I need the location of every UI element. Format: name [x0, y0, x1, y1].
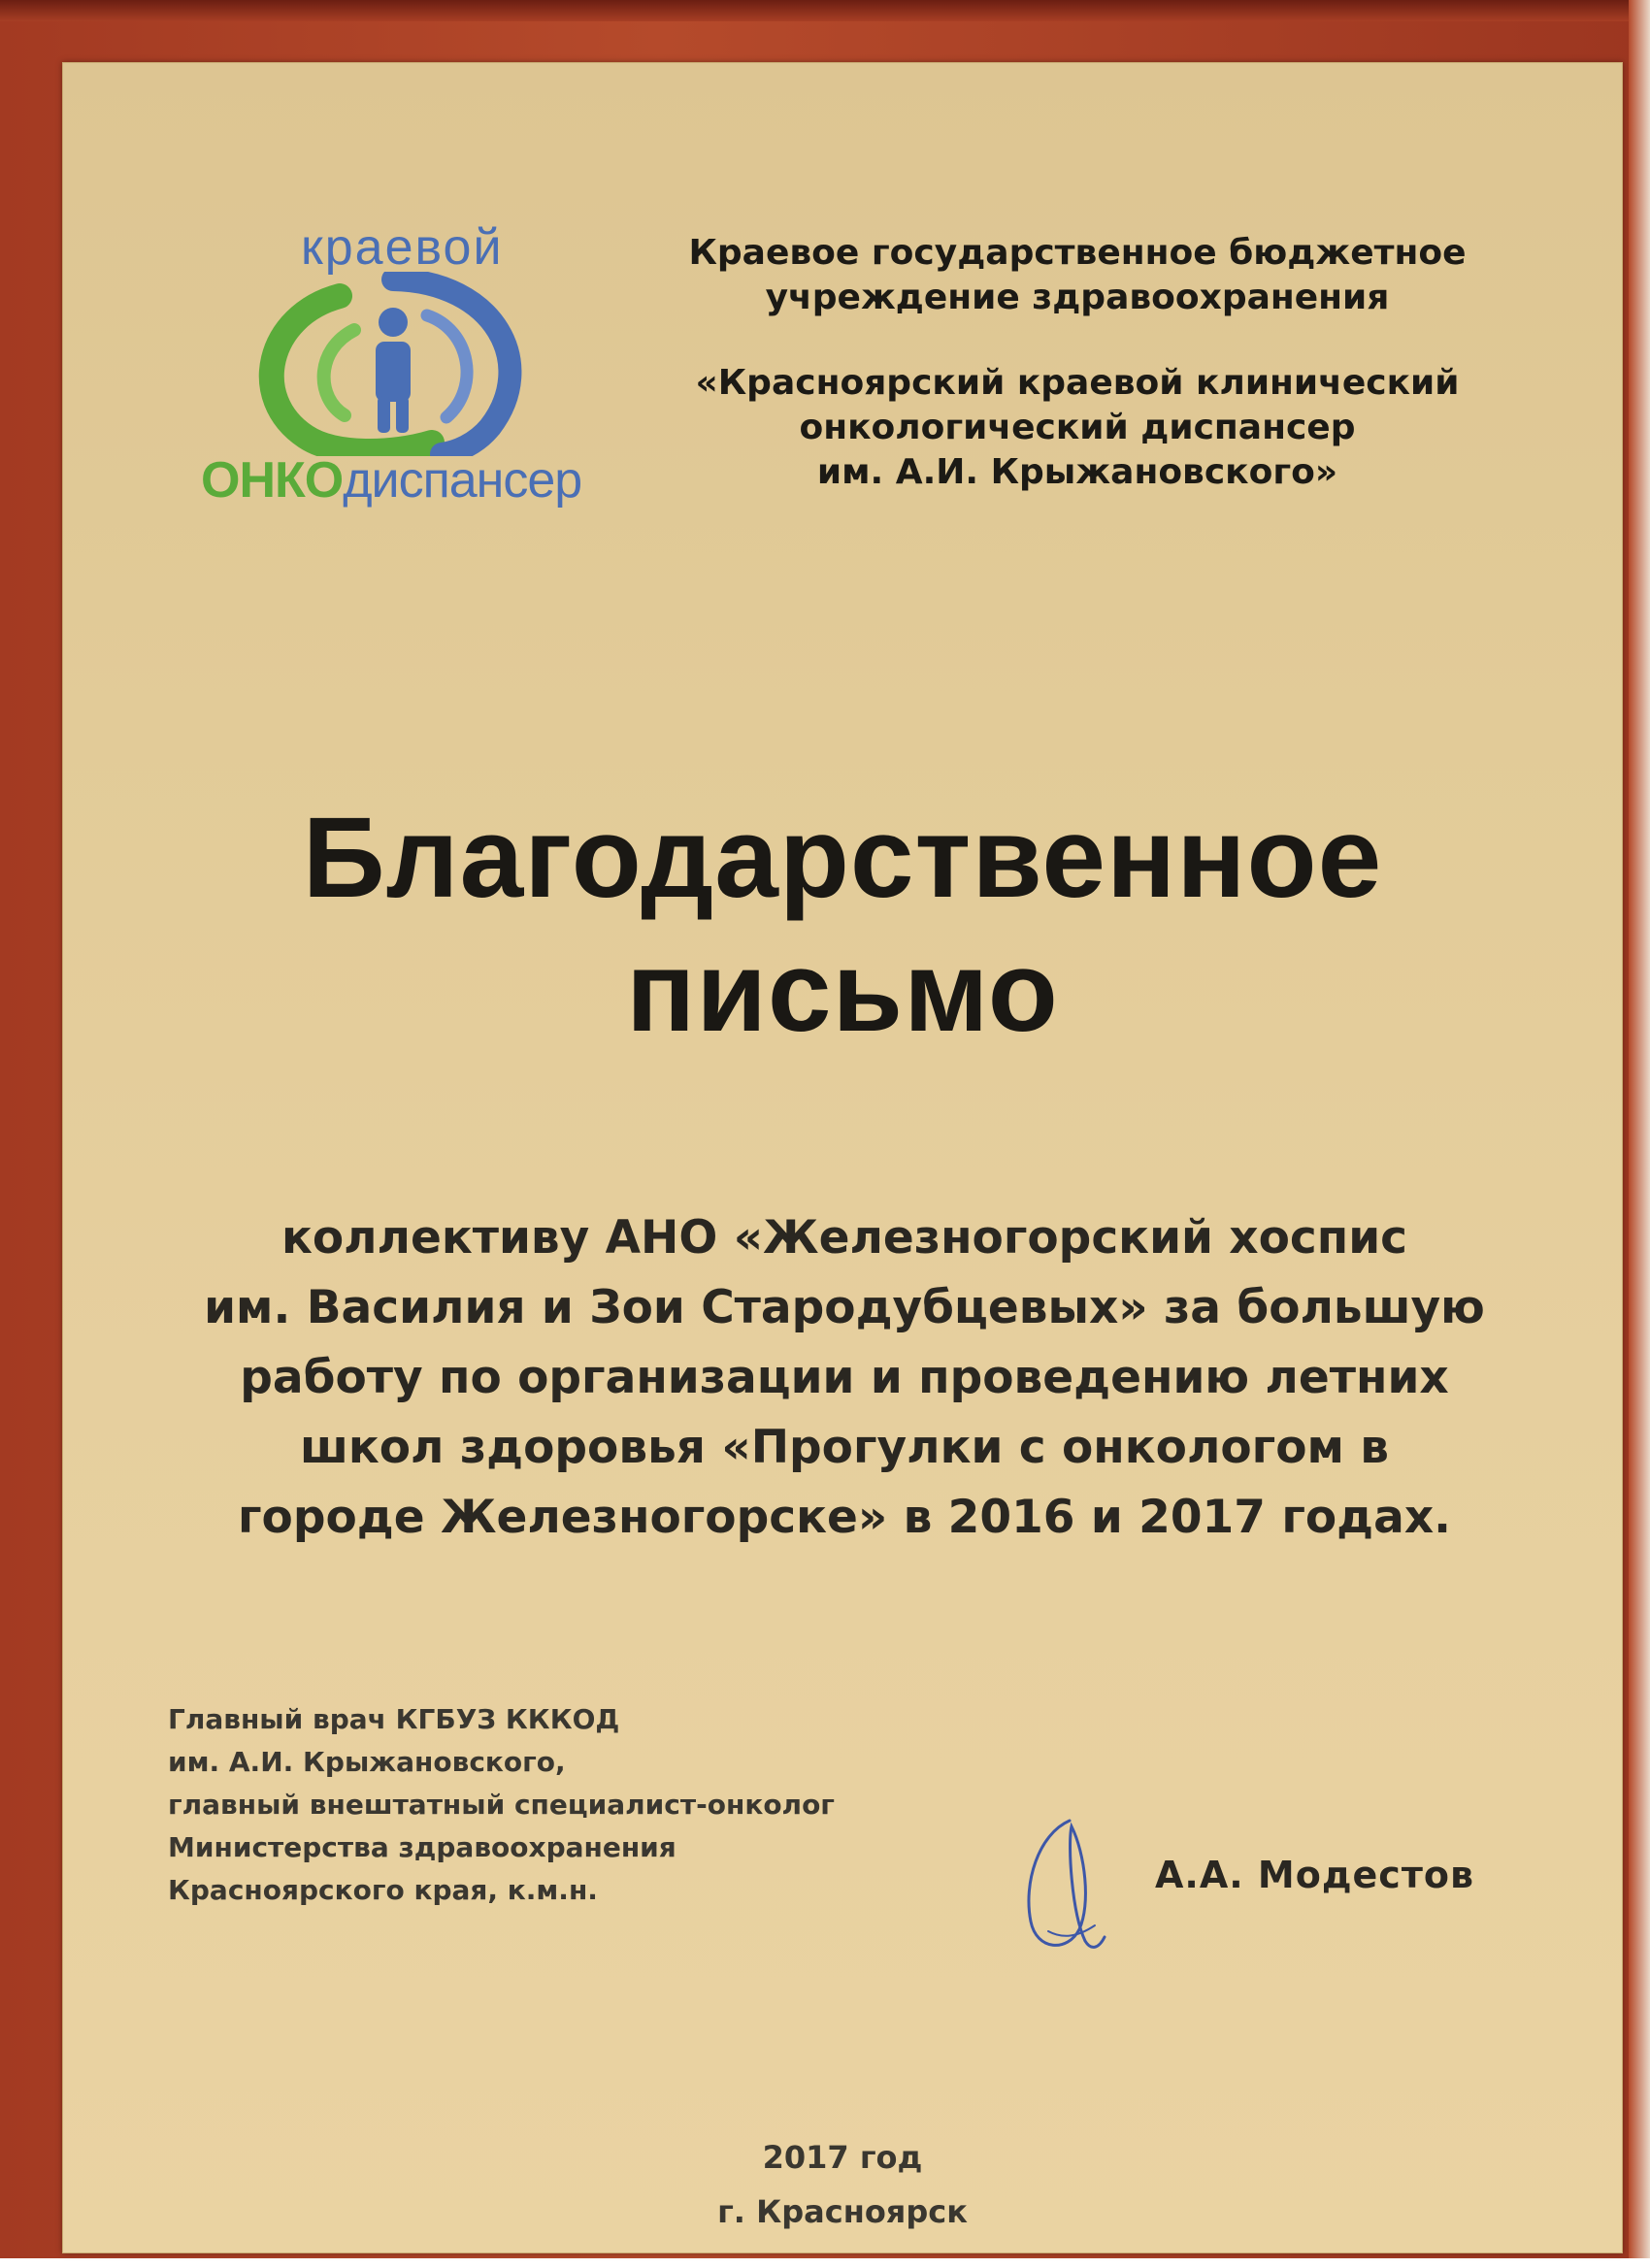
- letter-body: [165, 1203, 1524, 1553]
- logo-word-onko: ОНКО: [201, 452, 344, 509]
- body-line-1: коллективу АНО «Железногорский хоспис: [280, 1211, 1408, 1265]
- body-line-4: школ здоровья «Прогулки с онкологом в: [299, 1421, 1390, 1474]
- body-line-5: городе Железногорске» в 2016 и 2017 годах.: [237, 1491, 1452, 1544]
- position-line-2: им. А.И. Крыжановского,: [168, 1746, 566, 1778]
- handwritten-signature-icon: [1009, 1815, 1116, 1960]
- logo-word-dispanser: диспансер: [343, 452, 582, 509]
- frame-top-edge: [0, 0, 1650, 21]
- person-in-arcs-icon: [248, 272, 539, 456]
- logo-top-word: краевой: [301, 219, 504, 276]
- org-gap: [621, 320, 1534, 361]
- frame-bottom-edge: [0, 2258, 1650, 2268]
- signatory-position: [168, 1698, 835, 1912]
- footer-city: г. Красноярск: [717, 2193, 968, 2230]
- body-line-3: работу по организации и проведению летних: [240, 1351, 1449, 1404]
- org-line-3: «Красноярский краевой клинический: [695, 363, 1460, 403]
- title-line-2: письмо: [626, 928, 1059, 1056]
- org-line-5: им. А.И. Крыжановского»: [816, 452, 1338, 492]
- letter-title: [62, 791, 1623, 1059]
- org-line-2: учреждение здравоохранения: [765, 278, 1390, 317]
- position-line-3: главный внештатный специалист-онколог: [168, 1789, 835, 1821]
- position-line-4: Министерства здравоохранения: [168, 1831, 676, 1863]
- oncology-dispensary-logo: [189, 218, 597, 519]
- org-line-4: онкологический диспансер: [799, 408, 1356, 447]
- org-line-1: Краевое государственное бюджетное: [688, 233, 1467, 273]
- signer-name: А.А. Модестов: [1155, 1854, 1475, 1896]
- title-line-1: Благодарственное: [302, 794, 1383, 922]
- organization-header: [621, 231, 1534, 495]
- logo-bottom-word: [201, 451, 581, 509]
- frame-right-edge: [1629, 0, 1650, 2268]
- letter-footer: [62, 2130, 1623, 2239]
- footer-year: 2017 год: [762, 2139, 923, 2176]
- body-line-2: им. Василия и Зои Стародубцевых» за большую: [204, 1281, 1485, 1334]
- position-line-1: Главный врач КГБУЗ КККОД: [168, 1703, 620, 1735]
- position-line-5: Красноярского края, к.м.н.: [168, 1874, 598, 1906]
